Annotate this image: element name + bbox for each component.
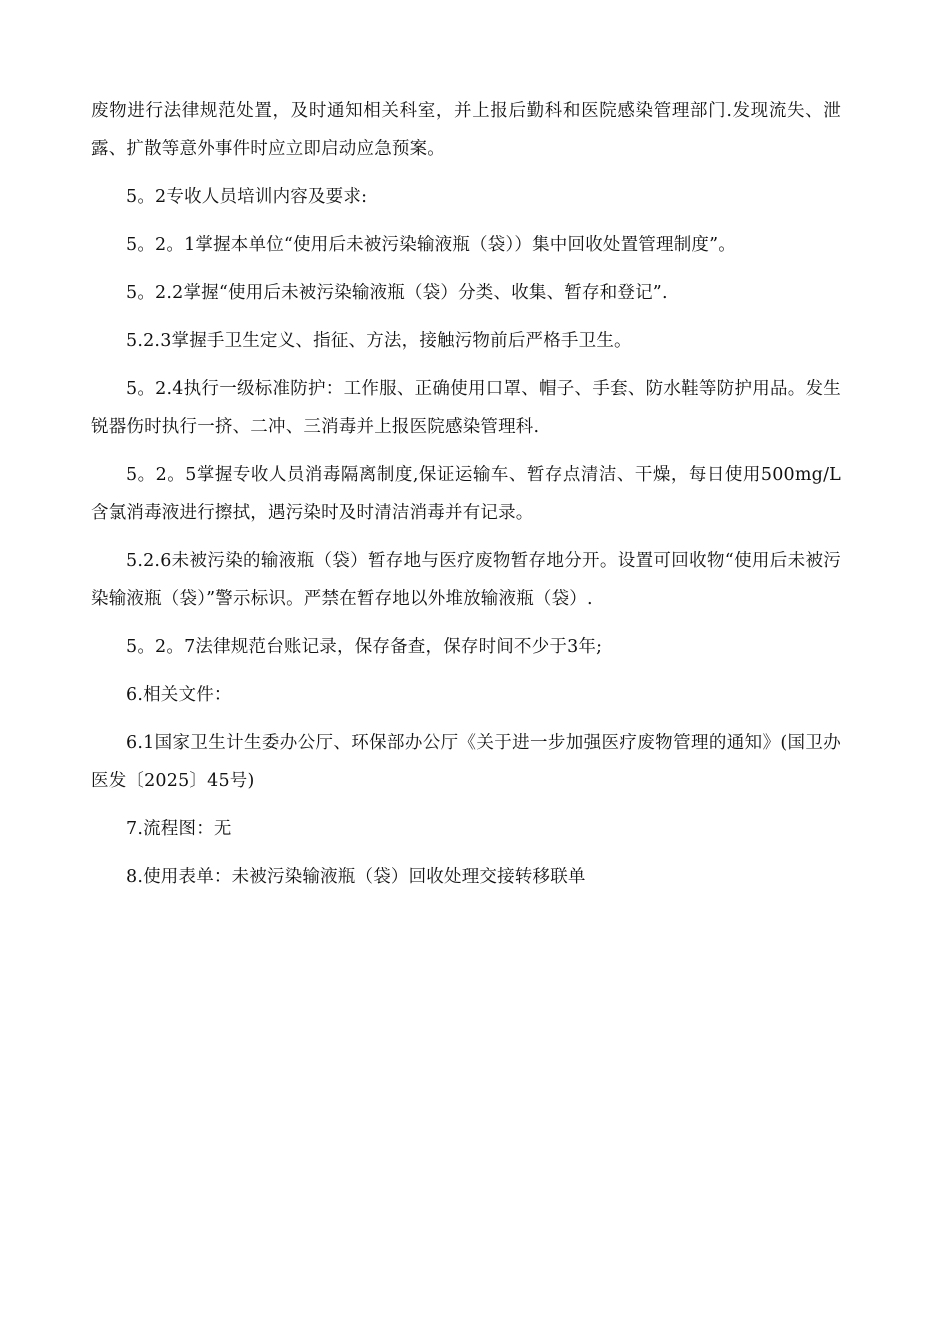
document-page xyxy=(91,92,841,896)
section-related-documents: 6.相关文件： xyxy=(126,685,232,705)
paragraph-training-requirements: 5。2专收人员培训内容及要求: xyxy=(126,187,368,207)
section-forms: 8.使用表单：未被污染输液瓶（袋）回收处理交接转移联单 xyxy=(126,867,586,887)
paragraph-5-2-2: 5。2.2掌握“使用后未被污染输液瓶（袋）分类、收集、暂存和登记”. xyxy=(126,283,668,303)
paragraph-5-2-6: 5.2.6未被污染的输液瓶（袋）暂存地与医疗废物暂存地分开。设置可回收物“使用后未被污染输液瓶（袋）”警示标识。严禁在暂存地以外堆放输液瓶（袋）. xyxy=(91,551,841,609)
paragraph-5-2-1: 5。2。1掌握本单位“使用后未被污染输液瓶（袋））集中回收处置管理制度”。 xyxy=(126,235,736,255)
paragraph-waste-disposal: 废物进行法律规范处置，及时通知相关科室，并上报后勤科和医院感染管理部门.发现流失、泄露、扩散等意外事件时应立即启动应急预案。 xyxy=(91,101,841,159)
paragraph-5-2-5: 5。2。5掌握专收人员消毒隔离制度,保证运输车、暂存点清洁、干燥，每日使用500mg/L含氯消毒液进行擦拭，遇污染时及时清洁消毒并有记录。 xyxy=(91,465,841,523)
paragraph-6-1: 6.1国家卫生计生委办公厅、环保部办公厅《关于进一步加强医疗废物管理的通知》(国卫办医发〔2025〕45号) xyxy=(91,733,841,791)
paragraph-5-2-3: 5.2.3掌握手卫生定义、指征、方法，接触污物前后严格手卫生。 xyxy=(126,331,632,351)
paragraph-5-2-4: 5。2.4执行一级标准防护：工作服、正确使用口罩、帽子、手套、防水鞋等防护用品。发生锐器伤时执行一挤、二冲、三消毒并上报医院感染管理科. xyxy=(91,379,841,437)
section-flowchart: 7.流程图：无 xyxy=(126,819,232,839)
paragraph-5-2-7: 5。2。7法律规范台账记录，保存备查，保存时间不少于3年; xyxy=(126,637,603,657)
